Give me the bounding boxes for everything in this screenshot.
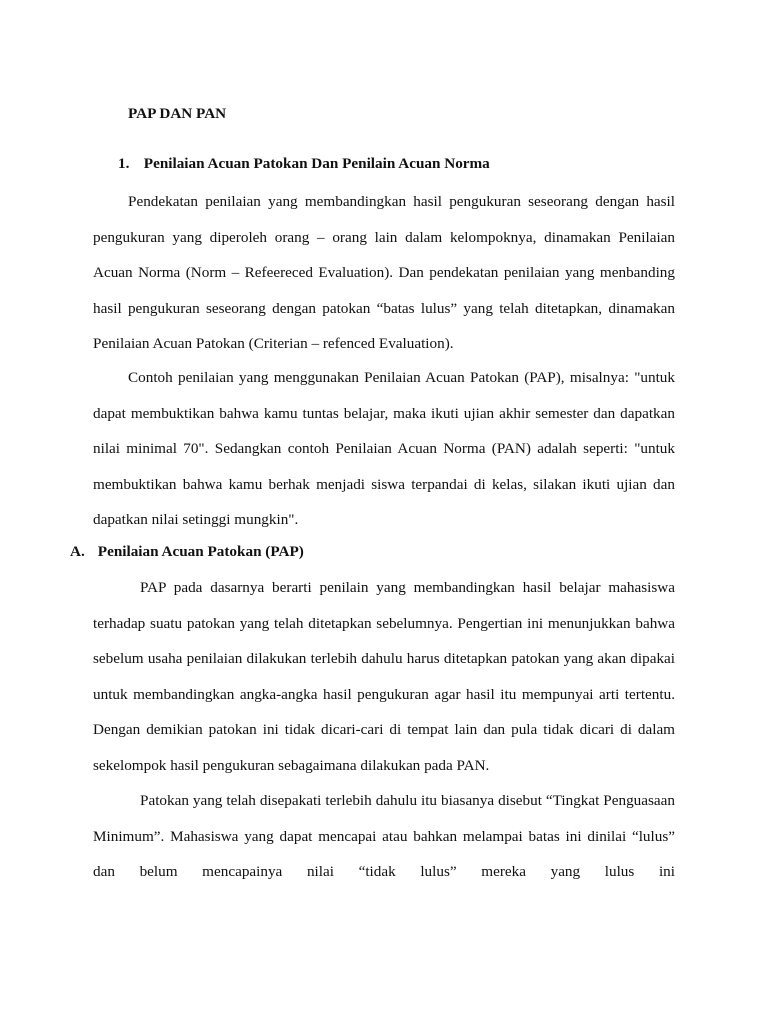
paragraph: Contoh penilaian yang menggunakan Penilaian Acuan Patokan (PAP), misalnya: "untuk dapat membuktikan bahwa kamu tuntas belajar, maka ikuti ujian akhir semester dan dapatkan nilai minimal 70". Sedangkan contoh Penilaian Acuan Norma (PAN) adalah seperti: "untuk membuktikan bahwa kamu berhak menjadi siswa terpandai di kelas, silakan ikuti ujian dan dapatkan nilai setinggi mungkin".: [93, 369, 675, 528]
section-1-title: Penilaian Acuan Patokan Dan Penilain Acuan Norma: [143, 155, 490, 172]
document-title: PAP DAN PAN: [128, 105, 227, 122]
paragraph: Pendekatan penilaian yang membandingkan hasil pengukuran seseorang dengan hasil pengukuran yang diperoleh orang – orang lain dalam kelompoknya, dinamakan Penilaian Acuan Norma (Norm – Refeereced Evaluation). Dan pendekatan penilaian yang menbanding hasil pengukuran seseorang dengan patokan “batas lulus” yang telah ditetapkan, dinamakan Penilaian Acuan Patokan (Criterian – refenced Evaluation).: [93, 193, 675, 352]
section-1-number: 1.: [118, 155, 130, 172]
paragraph: PAP pada dasarnya berarti penilain yang membandingkan hasil belajar mahasiswa terhadap suatu patokan yang telah ditetapkan sebelumnya. Pengertian ini menunjukkan bahwa sebelum usaha penilaian dilakukan terlebih dahulu harus ditetapkan patokan yang akan dipakai untuk membandingkan angka-angka hasil pengukuran agar hasil itu mempunyai arti tertentu. Dengan demikian patokan ini tidak dicari-cari di tempat lain dan pula tidak dicari di dalam sekelompok hasil pengukuran sebagaimana dilakukan pada PAN.: [93, 579, 675, 774]
section-a-letter: A.: [70, 543, 85, 560]
section-a-title: Penilaian Acuan Patokan (PAP): [97, 543, 304, 560]
section-1-heading: [118, 155, 490, 173]
paragraph: Patokan yang telah disepakati terlebih dahulu itu biasanya disebut “Tingkat Penguasaan Minimum”. Mahasiswa yang dapat mencapai atau bahkan melampai batas ini dinilai “lulus” dan belum mencapainya nilai “tidak lulus” mereka yang lulus ini: [93, 792, 675, 880]
section-a-heading: [70, 543, 304, 561]
